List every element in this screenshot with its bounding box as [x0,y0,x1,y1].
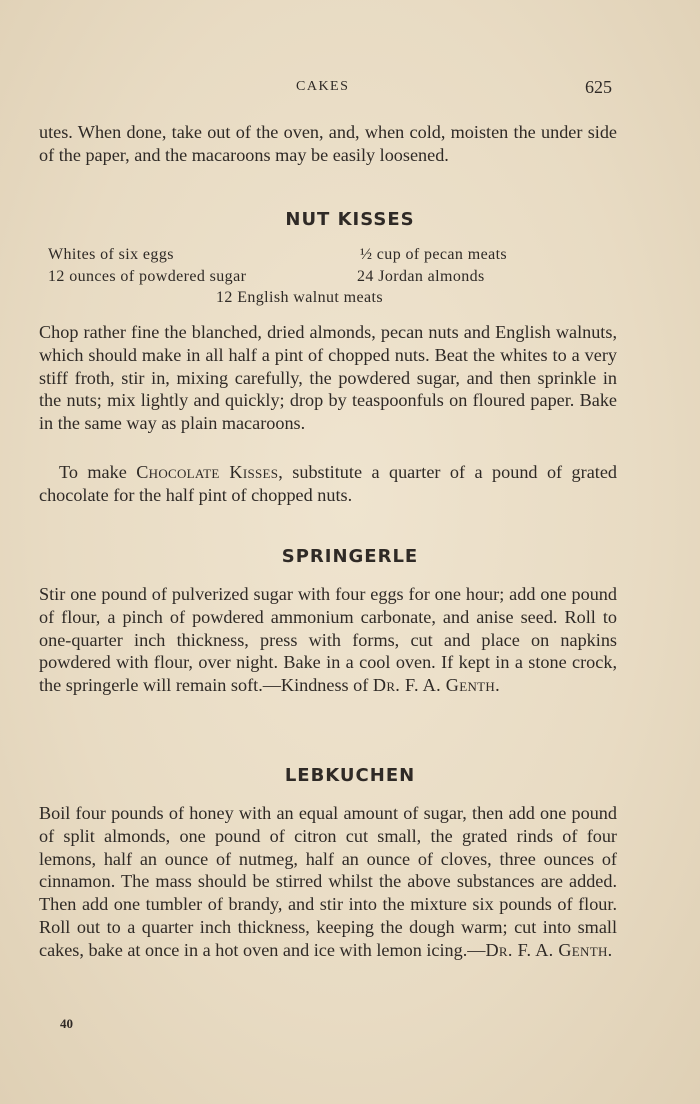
variation-text-after: , substitute a quarter of a pound of grated chocolate for the half pint of chopped nuts. [39,462,617,505]
chocolate-kisses-variation [39,461,617,507]
lebkuchen-end: . [607,939,613,960]
lebkuchen-paragraph [39,802,617,962]
nut-kisses-method: Chop rather fine the blanched, dried almonds, pecan nuts and English walnuts, which should make in all half a pint of chopped nuts. Beat the whites to a very stiff froth, stir in, mixing carefully, the powdered sugar, and then sprinkle in the nuts; mix lightly and quickly; drop by teaspoonfuls on floured paper. Bake in the same way as plain macaroons. [39,322,617,434]
lebkuchen-credit: Dr. F. A. Genth [485,939,608,960]
ingredient-item: ½ cup of pecan meats [360,246,508,263]
running-title: CAKES [296,79,350,94]
nut-kisses-heading: NUT KISSES [285,209,415,230]
springerle-text: Stir one pound of pulverized sugar with four eggs for one hour; add one pound of flour, a pinch of powdered ammonium carbonate, and anise seed. Roll to one-quarter inch thickness, press with forms, cut and place on napkins powdered with flour, over night. Bake in a cool oven. If kept in a stone crock, the springerle will remain soft.—Kindness of [39,584,617,696]
signature-mark: 40 [60,1016,73,1031]
page-number: 625 [585,77,612,97]
springerle-end: . [495,675,500,696]
lebkuchen-text: Boil four pounds of honey with an equal amount of sugar, then add one pound of split almonds, one pound of citron cut small, the grated rinds of four lemons, half an ounce of nutmeg, half an ounce of cloves, three ounces of cinnamon. The mass should be stirred whilst the above substances are added. Then add one tumbler of brandy, and stir into the mixture six pounds of flour. Roll out to a quarter inch thickness, keeping the dough warm; cut into small cakes, bake at once in a hot oven and ice with lemon icing.— [39,803,617,960]
springerle-credit: Dr. F. A. Genth [372,675,496,696]
ingredient-item: 24 Jordan almonds [357,268,485,285]
ingredient-item: 12 ounces of powdered sugar [48,268,247,285]
variation-name: Chocolate Kisses [136,462,279,482]
ingredient-item: Whites of six eggs [48,246,174,263]
intro-paragraph: utes. When done, take out of the oven, and, when cold, moisten the under side of the paper, and the macaroons may be easily loosened. [39,122,617,165]
lebkuchen-heading: LEBKUCHEN [284,765,416,786]
springerle-heading: SPRINGERLE [281,546,419,567]
springerle-paragraph [39,583,617,697]
ingredient-item: 12 English walnut meats [216,289,383,306]
variation-text-before: To make [59,462,137,482]
running-head [0,79,700,99]
